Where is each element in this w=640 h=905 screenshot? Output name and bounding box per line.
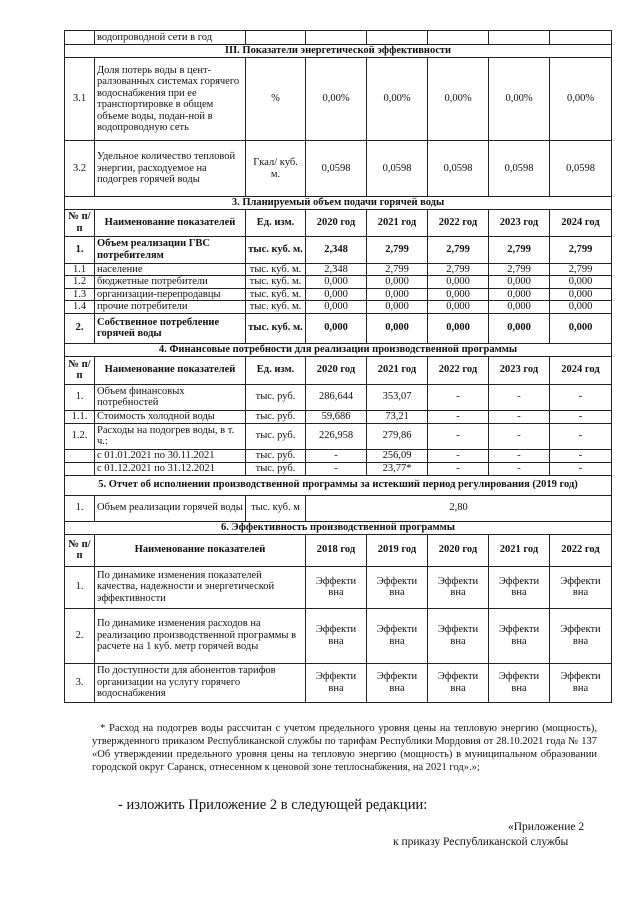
section-title: 5. Отчет об исполнении производственной программы за истекший период регулирования (2019 год) [65, 475, 612, 495]
table-row [65, 263, 612, 276]
row-number: 3.1 [65, 58, 95, 141]
value-cell: 2,80 [306, 495, 612, 521]
row-unit: тыс. руб. [246, 462, 306, 475]
value-cell: 0,00% [306, 58, 367, 141]
value-cell: - [489, 462, 550, 475]
value-cell: 0,000 [306, 301, 367, 314]
value-cell: 73,21 [367, 410, 428, 423]
row-number: 3.2 [65, 141, 95, 197]
value-cell: Эффекти вна [428, 608, 489, 663]
table-row [65, 141, 612, 197]
row-name: прочие потребители [95, 301, 246, 314]
column-header: 2022 год [550, 534, 612, 566]
row-unit: тыс. куб. м [246, 495, 306, 521]
row-number: 2. [65, 313, 95, 343]
row-number: 1. [65, 236, 95, 263]
column-header: 2021 год [367, 356, 428, 384]
section-title: 4. Финансовые потребности для реализации производственной программы [65, 343, 612, 356]
row-name: Расходы на подогрев воды, в т. ч.: [95, 423, 246, 449]
row-number: 2. [65, 608, 95, 663]
row-unit: тыс. куб. м. [246, 288, 306, 301]
table-row [65, 410, 612, 423]
row-number: 1.1. [65, 410, 95, 423]
row-unit: тыс. руб. [246, 423, 306, 449]
row-unit: тыс. куб. м. [246, 313, 306, 343]
value-cell: 2,799 [367, 263, 428, 276]
value-cell: - [428, 462, 489, 475]
value-cell: 0,0598 [367, 141, 428, 197]
value-cell: 0,000 [428, 301, 489, 314]
table-row [65, 449, 612, 462]
row-unit: Гкал/ куб. м. [246, 141, 306, 197]
column-header: 2018 год [306, 534, 367, 566]
value-cell: - [428, 410, 489, 423]
column-header: 2023 год [489, 209, 550, 236]
row-number: 1. [65, 566, 95, 608]
row-name: с 01.01.2021 по 30.11.2021 [95, 449, 246, 462]
row-number: 1.1 [65, 263, 95, 276]
row-name: Собственное потребление горячей воды [95, 313, 246, 343]
row-name: Доля потерь воды в цент-ралзованных системах горячего водоснабжения при ее транспортировке в общем объеме воды, подан-ной в водопроводную сеть [95, 58, 246, 141]
row-unit: % [246, 58, 306, 141]
value-cell: 0,000 [428, 313, 489, 343]
table-row [65, 31, 612, 45]
row-unit: тыс. куб. м. [246, 263, 306, 276]
value-cell: 0,0598 [428, 141, 489, 197]
row-unit: тыс. руб. [246, 384, 306, 410]
value-cell: 0,00% [489, 58, 550, 141]
column-header: 2020 год [306, 356, 367, 384]
header-row [65, 534, 612, 566]
value-cell: 0,00% [428, 58, 489, 141]
value-cell: 353,07 [367, 384, 428, 410]
row-number: 1.2 [65, 276, 95, 289]
value-cell: 0,000 [489, 276, 550, 289]
value-cell: Эффекти вна [428, 566, 489, 608]
value-cell: 0,000 [428, 288, 489, 301]
table-row [65, 608, 612, 663]
row-name: Удельное количество тепловой энергии, расходуемое на подогрев горячей воды [95, 141, 246, 197]
value-cell: 0,000 [428, 276, 489, 289]
value-cell: 59,686 [306, 410, 367, 423]
section-header [65, 475, 612, 495]
value-cell: Эффекти вна [550, 608, 612, 663]
row-number: 1.4 [65, 301, 95, 314]
section-title: 6. Эффективность производственной программы [65, 521, 612, 534]
column-header: 2024 год [550, 356, 612, 384]
row-unit: тыс. куб. м. [246, 236, 306, 263]
row-name: с 01.12.2021 по 31.12.2021 [95, 462, 246, 475]
header-row [65, 209, 612, 236]
value-cell: Эффекти вна [489, 566, 550, 608]
section-header [65, 521, 612, 534]
column-header: 2022 год [428, 356, 489, 384]
value-cell: 0,0598 [306, 141, 367, 197]
row-name: население [95, 263, 246, 276]
table-row [65, 384, 612, 410]
section-header [65, 45, 612, 58]
column-header: № п/п [65, 209, 95, 236]
value-cell: - [428, 423, 489, 449]
value-cell: 226,958 [306, 423, 367, 449]
section-title: III. Показатели энергетической эффективности [65, 45, 612, 58]
value-cell: Эффекти вна [306, 608, 367, 663]
value-cell: - [489, 410, 550, 423]
value-cell: - [550, 410, 612, 423]
value-cell: Эффекти вна [367, 566, 428, 608]
value-cell: 0,000 [367, 301, 428, 314]
column-header: 2021 год [489, 534, 550, 566]
value-cell: 0,0598 [489, 141, 550, 197]
column-header: № п/п [65, 534, 95, 566]
row-name: Стоимость холодной воды [95, 410, 246, 423]
value-cell: - [306, 449, 367, 462]
value-cell: Эффекти вна [306, 663, 367, 702]
row-unit: тыс. куб. м. [246, 276, 306, 289]
value-cell: 286,644 [306, 384, 367, 410]
table-row [65, 462, 612, 475]
value-cell: 0,000 [306, 276, 367, 289]
table-row [65, 276, 612, 289]
row-name: Объем финансовых потребностей [95, 384, 246, 410]
appendix-subtitle: к приказу Республиканской службы [393, 836, 569, 848]
column-header: № п/п [65, 356, 95, 384]
program-table [64, 30, 612, 703]
table-row [65, 236, 612, 263]
row-name: По динамике изменения показателей качества, надежности и энергетической эффективности [95, 566, 306, 608]
column-header: 2024 год [550, 209, 612, 236]
value-cell: 0,000 [550, 301, 612, 314]
value-cell: Эффекти вна [550, 566, 612, 608]
row-name: По динамике изменения расходов на реализацию производственной программы в расчете на 1 куб. метр горячей воды [95, 608, 306, 663]
column-header: Ед. изм. [246, 209, 306, 236]
value-cell: Эффекти вна [489, 608, 550, 663]
value-cell: 23,77* [367, 462, 428, 475]
table-row [65, 313, 612, 343]
value-cell: 2,799 [428, 263, 489, 276]
table-row [65, 301, 612, 314]
value-cell: - [550, 423, 612, 449]
row-number [65, 449, 95, 462]
value-cell: - [428, 384, 489, 410]
column-header: 2020 год [306, 209, 367, 236]
value-cell: 0,000 [489, 313, 550, 343]
value-cell: 2,799 [489, 236, 550, 263]
appendix-title: «Приложение 2 [508, 821, 585, 833]
table-row [65, 423, 612, 449]
value-cell: 2,799 [550, 263, 612, 276]
row-name: бюджетные потребители [95, 276, 246, 289]
amendment-instruction: - изложить Приложение 2 в следующей редакции: [118, 797, 428, 813]
row-name: водопроводной сети в год [95, 31, 246, 45]
column-header: 2023 год [489, 356, 550, 384]
value-cell: - [489, 449, 550, 462]
value-cell: - [550, 384, 612, 410]
value-cell: 0,000 [550, 276, 612, 289]
value-cell: - [550, 462, 612, 475]
value-cell: 0,000 [489, 301, 550, 314]
header-row [65, 356, 612, 384]
row-name: организации-перепродавцы [95, 288, 246, 301]
section-title: 3. Планируемый объем подачи горячей воды [65, 197, 612, 210]
value-cell: Эффекти вна [367, 663, 428, 702]
value-cell: 0,000 [550, 313, 612, 343]
column-header: 2021 год [367, 209, 428, 236]
table-row [65, 566, 612, 608]
row-number: 1. [65, 495, 95, 521]
column-header: 2022 год [428, 209, 489, 236]
footnote: * Расход на подогрев воды рассчитан с учетом предельного уровня цены на тепловую энергию (мощность), утвержденного приказом Республиканской службы по тарифам Республики Мордовия от 28.10.2021 года № 137 «Об утверждении предельного уровня цены на тепловую энергию (мощность) в муниципальном образовании городской округ Саранск, отнесенном к ценовой зоне теплоснабжения, на 2021 год».»; [92, 723, 597, 773]
value-cell: - [489, 384, 550, 410]
value-cell: 0,000 [306, 313, 367, 343]
value-cell: 0,00% [550, 58, 612, 141]
value-cell: 0,000 [306, 288, 367, 301]
column-header: Наименование показателей [95, 356, 246, 384]
row-name: По доступности для абонентов тарифов организации на услугу горячего водоснабжения [95, 663, 306, 702]
row-name: Объем реализации горячей воды [95, 495, 246, 521]
value-cell: 0,000 [367, 288, 428, 301]
value-cell: 0,0598 [550, 141, 612, 197]
row-name: Объем реализации ГВС потребителям [95, 236, 246, 263]
value-cell: 0,000 [489, 288, 550, 301]
table-row [65, 663, 612, 702]
column-header: 2020 год [428, 534, 489, 566]
value-cell: - [428, 449, 489, 462]
value-cell: 0,000 [367, 313, 428, 343]
table-row [65, 58, 612, 141]
value-cell: 2,799 [428, 236, 489, 263]
section-header [65, 343, 612, 356]
row-number: 1.2. [65, 423, 95, 449]
value-cell: 2,348 [306, 263, 367, 276]
section-header [65, 197, 612, 210]
value-cell: 2,348 [306, 236, 367, 263]
column-header: Наименование показателей [95, 534, 306, 566]
value-cell: 0,000 [550, 288, 612, 301]
value-cell: - [306, 462, 367, 475]
column-header: Ед. изм. [246, 356, 306, 384]
row-unit: тыс. руб. [246, 449, 306, 462]
value-cell: 279,86 [367, 423, 428, 449]
column-header: Наименование показателей [95, 209, 246, 236]
value-cell: Эффекти вна [550, 663, 612, 702]
value-cell: - [550, 449, 612, 462]
row-number [65, 462, 95, 475]
value-cell: Эффекти вна [428, 663, 489, 702]
value-cell: Эффекти вна [306, 566, 367, 608]
value-cell: 2,799 [367, 236, 428, 263]
table-row [65, 495, 612, 521]
value-cell: Эффекти вна [489, 663, 550, 702]
value-cell: Эффекти вна [367, 608, 428, 663]
value-cell: 2,799 [489, 263, 550, 276]
table-row [65, 288, 612, 301]
row-unit: тыс. куб. м. [246, 301, 306, 314]
value-cell: 0,000 [367, 276, 428, 289]
value-cell: 2,799 [550, 236, 612, 263]
value-cell: 256,09 [367, 449, 428, 462]
value-cell: 0,00% [367, 58, 428, 141]
row-number: 1.3 [65, 288, 95, 301]
row-unit: тыс. руб. [246, 410, 306, 423]
column-header: 2019 год [367, 534, 428, 566]
row-number: 1. [65, 384, 95, 410]
value-cell: - [489, 423, 550, 449]
row-number: 3. [65, 663, 95, 702]
